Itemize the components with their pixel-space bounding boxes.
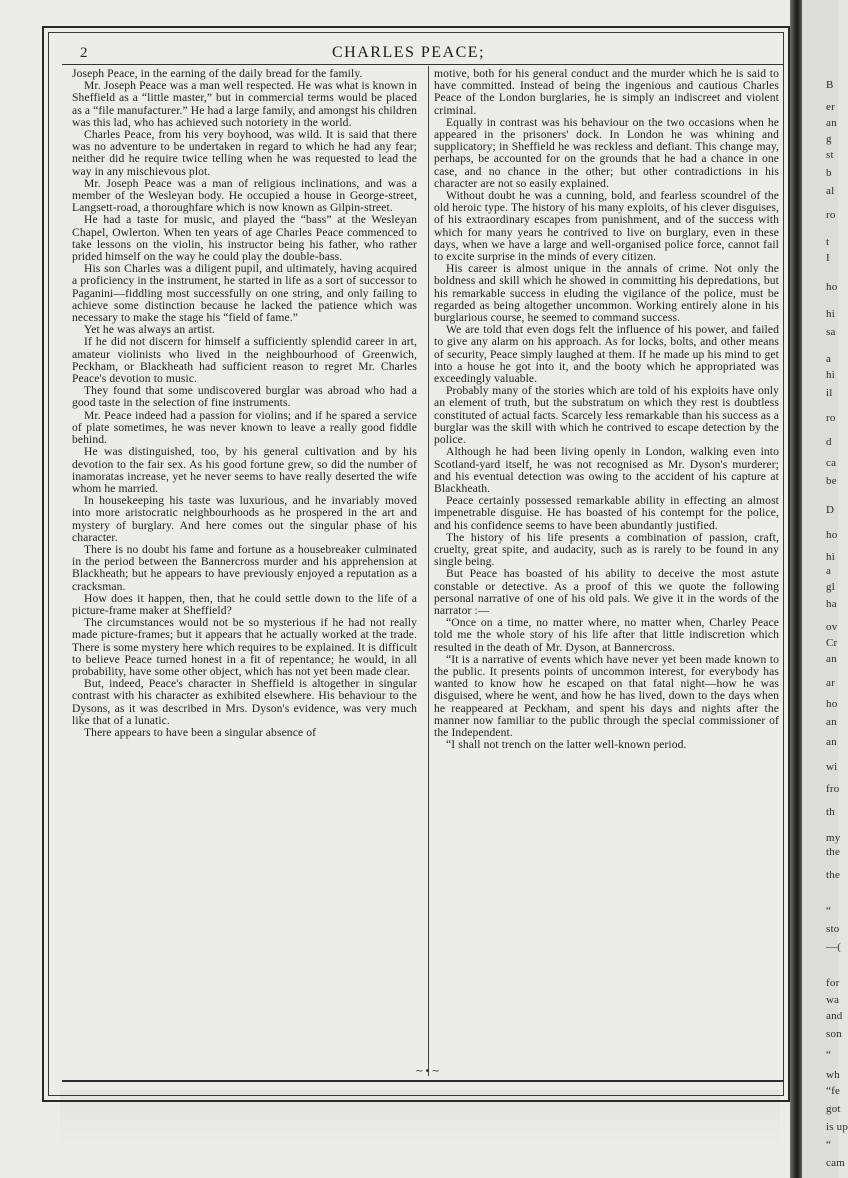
paragraph: There appears to have been a singular absence of xyxy=(84,725,317,739)
paragraph: Charles Peace, from his very boyhood, was wild. It is said that there was no adventure to be undertaken in regard to which he had any fear; neither did he require twice telling when he was requested to lead the way in any mischievous plot. xyxy=(72,128,417,178)
running-head: CHARLES PEACE; xyxy=(332,44,486,61)
adjacent-page-fragment: sto xyxy=(826,923,840,936)
paragraph: If he did not discern for himself a sufficiently splendid career in art, amateur violinists who lived in the neighbourhood of Greenwich, Peckham, or Blackheath had sufficient reason to regret Mr. Charles Peace's devotion to music. xyxy=(72,335,417,386)
book-gutter xyxy=(790,0,802,1178)
paragraph: Equally in contrast was his behaviour on the two occasions when he appeared in the prisoners' dock. In London he was whining and supplicatory; in Sheffield he was reckless and defiant. This change may, perhaps, be accounted for on the grounds that he had a chance in one case, and no chance in the other; but other contradictions in his character are not so easily explained. xyxy=(434,115,779,190)
adjacent-page-fragment: al xyxy=(826,185,835,198)
paragraph: The history of his life presents a combination of passion, craft, cruelty, great spite, and audacity, such as is rarely to be found in any single being. xyxy=(434,530,779,569)
adjacent-page-fragment: th xyxy=(826,806,835,819)
column-divider xyxy=(428,66,429,1076)
adjacent-page-fragment: wi xyxy=(826,761,838,774)
adjacent-page-fragment: hi xyxy=(826,307,835,320)
footer-rule xyxy=(62,1080,784,1082)
adjacent-page-fragment: my xyxy=(826,831,841,844)
adjacent-page-fragment: fro xyxy=(826,783,840,795)
adjacent-page-fragment: cam xyxy=(826,1157,845,1170)
paragraph: They found that some undiscovered burglar was abroad who had a good taste in the selection of fine instruments. xyxy=(72,384,417,410)
header-rule xyxy=(62,64,784,65)
adjacent-page-fragment: —( xyxy=(826,941,842,954)
paragraph: Mr. Joseph Peace was a man of religious inclinations, and was a member of the Wesleyan body. He occupied a house in George-street, Langsett-road, a thoroughfare which is now known as Gilpin-street. xyxy=(72,176,417,215)
adjacent-page-fragment: g xyxy=(826,133,832,146)
adjacent-page-fragment: ca xyxy=(826,457,837,470)
adjacent-page-fragment: wh xyxy=(826,1069,840,1082)
adjacent-page-fragment: er xyxy=(826,100,835,113)
paragraph: His son Charles was a diligent pupil, and ultimately, having acquired a proficiency in the instrument, he started in life as a sort of successor to Paganini—fiddling most successfully on one string, and only failing to achieve some distinction because he lacked the patience which was necessary to make the stage his “field of fame.” xyxy=(72,262,417,325)
paragraph: He had a taste for music, and played the “bass” at the Wesleyan Chapel, Owlerton. When ten years of age Charles Peace commenced to take lessons on the violin, his instructor being his father, who rather prided himself on the way he could play the double-bass. xyxy=(72,213,417,264)
adjacent-page-fragment: got xyxy=(826,1103,841,1116)
adjacent-page-fragment: b xyxy=(826,167,832,180)
paper-shadow xyxy=(60,1090,780,1150)
adjacent-page-fragment: ho xyxy=(826,280,838,293)
adjacent-page-fragment: ar xyxy=(826,676,835,689)
adjacent-page-fragment: ov xyxy=(826,621,838,633)
adjacent-page-fragment: ha xyxy=(826,597,837,610)
adjacent-page-fragment: a xyxy=(826,565,832,578)
adjacent-page-fragment: an xyxy=(826,736,837,749)
adjacent-page-fragment: B xyxy=(826,79,834,92)
adjacent-page-fragment: “ xyxy=(826,905,832,918)
adjacent-page-fragment: an xyxy=(826,653,837,666)
paragraph: We are told that even dogs felt the influence of his power, and failed to give any alarm on his approach. As for locks, bolts, and other means of security, Peace simply laughed at them. If he made up his mind to get into a house he got into it, and the booty which he appropriated was exceedingly valuable. xyxy=(434,323,779,386)
adjacent-page-fragment: il xyxy=(826,387,833,399)
paragraph: motive, both for his general conduct and the murder which he is said to have committed. Instead of being the ingenious and cautious Charles Peace of the London burglaries, he is simply an indiscreet and violent criminal. xyxy=(434,67,779,117)
footer-ornament: ~•~ xyxy=(415,1066,441,1077)
paragraph: How does it happen, then, that he could settle down to the life of a picture-frame maker at Sheffield? xyxy=(72,591,417,617)
paragraph: Although he had been living openly in London, walking even into Scotland-yard itself, he was not recognised as Mr. Dyson's murderer; and his eventual detection was owing to the accident of his capture at Blackheath. xyxy=(434,445,779,495)
paragraph: Probably many of the stories which are told of his exploits have only an element of truth, but the substratum on which they rest is doubtless constituted of actual facts. Scarcely less remarkable than his success as a burglar was the skill with which he contrived to escape detection by the police. xyxy=(434,384,779,447)
adjacent-page-fragment: is up xyxy=(826,1121,848,1134)
paragraph: His career is almost unique in the annals of crime. Not only the boldness and skill which he showed in committing his depredations, but his remarkable success in eluding the vigilance of the police, must be regarded as being altogether uncommon. Working entirely alone in his burglarious course, he seemed to command success. xyxy=(434,262,779,325)
adjacent-page-fragment: an xyxy=(826,716,837,729)
paragraph: Without doubt he was a cunning, bold, and fearless scoundrel of the old heroic type. The history of his many exploits, of his clever disguises, of his extraordinary escapes from punishment, and of the success with which for many years he contrived to live on burglary, even in these days, when we have a large and well-organised police force, cannot fail to excite surprise in the minds of every citizen. xyxy=(434,189,779,264)
adjacent-page-fragment: ro xyxy=(826,208,836,221)
paragraph: He was distinguished, too, by his general cultivation and by his devotion to the fair sex. As his good fortune grew, so did the number of inamoratas increase, yet he never seems to have really deserted the wife whom he married. xyxy=(72,445,417,495)
paragraph: “I shall not trench on the latter well-known period. xyxy=(446,738,687,752)
adjacent-page-fragment: the xyxy=(826,869,841,882)
adjacent-page-fragment: Cr xyxy=(826,637,838,650)
paragraph: The circumstances would not be so mysterious if he had not really made picture-frames; but it appears that he actually worked at the trade. There is some mystery here which requires to be explained. It is difficult to believe Peace turned honest in a fit of repentance; he would, in all probability, have some other object, which has not yet been made clear. xyxy=(72,616,417,678)
adjacent-page-fragment: son xyxy=(826,1027,842,1040)
adjacent-page-fragment: I xyxy=(826,252,830,264)
adjacent-page-strip xyxy=(802,0,848,1178)
paragraph: But Peace has boasted of his ability to deceive the most astute constable or detective. As a proof of this we quote the following personal narrative of one of his old pals. We give it in the words of the narrator :— xyxy=(434,567,779,617)
adjacent-page-fragment: hi xyxy=(826,369,835,381)
adjacent-page-fragment: ho xyxy=(826,529,838,542)
adjacent-page-fragment: ro xyxy=(826,412,836,425)
adjacent-page-fragment: d xyxy=(826,435,832,448)
paragraph: In housekeeping his taste was luxurious, and he invariably moved into more aristocratic neighbourhoods as he prospered in the art and mystery of burglary. And here comes out the singular phase of his character. xyxy=(72,494,417,544)
adjacent-page-fragment: gl xyxy=(826,581,835,594)
adjacent-page-fragment: the xyxy=(826,846,841,858)
adjacent-page-fragment: wa xyxy=(826,993,840,1006)
paragraph: Mr. Joseph Peace was a man well respected. He was what is known in Sheffield as a “little master,” but in commercial terms would be placed as a “file manufacturer.” He had a large family, and amongst his children was this lad, who has achieved such notoriety in the world. xyxy=(72,79,417,129)
adjacent-page-fragment: “fe xyxy=(826,1085,841,1098)
page-number: 2 xyxy=(80,45,88,61)
adjacent-page-fragment: t xyxy=(826,235,830,248)
adjacent-page-fragment: “ xyxy=(826,1139,832,1152)
right-column xyxy=(434,68,779,1074)
adjacent-page-fragment: an xyxy=(826,117,837,129)
adjacent-page-fragment: D xyxy=(826,504,835,516)
paragraph: Peace certainly possessed remarkable ability in effecting an almost impenetrable disguise. He has boasted of his contempt for the police, and his confidence seems to have been abundantly justified. xyxy=(434,494,779,532)
adjacent-page-fragment: a xyxy=(826,352,832,365)
paragraph: Yet he was always an artist. xyxy=(84,323,216,337)
adjacent-page-fragment: “ xyxy=(826,1049,832,1062)
adjacent-page-fragment: hi xyxy=(826,550,835,563)
adjacent-page-fragment: ho xyxy=(826,698,838,711)
left-column xyxy=(72,68,417,1074)
paragraph: There is no doubt his fame and fortune as a housebreaker culminated in the period between the Bannercross murder and his apprehension at Blackheath; but he appears to have previously enjoyed a reputation as a cracksman. xyxy=(72,542,417,593)
paragraph: But, indeed, Peace's character in Sheffield is altogether in singular contrast with his character as exhibited elsewhere. His behaviour to the Dysons, as it was described in Mrs. Dyson's evidence, was very much like that of a lunatic. xyxy=(72,677,417,727)
adjacent-page-fragment: sa xyxy=(826,325,836,338)
adjacent-page-fragment: be xyxy=(826,475,837,488)
paragraph: Joseph Peace, in the earning of the daily bread for the family. xyxy=(72,67,363,80)
adjacent-page-fragment: and xyxy=(826,1009,843,1022)
paragraph: “It is a narrative of events which have never yet been made known to the public. It presents points of uncommon interest, for everybody has wanted to know how he escaped on that fatal night—how he was disguised, where he went, and how he has lived, down to the days when he reappeared at Peckham, and spent his days and nights after the manner now familiar to the public through the special commissioner of the Independent. xyxy=(434,652,779,739)
paragraph: Mr. Peace indeed had a passion for violins; and if he spared a service of plate sometimes, he was never known to leave a really good fiddle behind. xyxy=(72,408,417,447)
adjacent-page-fragment: for xyxy=(826,977,840,990)
paragraph: “Once on a time, no matter where, no matter when, Charley Peace told me the whole story of his life after that little indiscretion which resulted in the death of Mr. Dyson, at Bannercross. xyxy=(434,616,779,654)
adjacent-page-fragment: st xyxy=(826,149,834,162)
